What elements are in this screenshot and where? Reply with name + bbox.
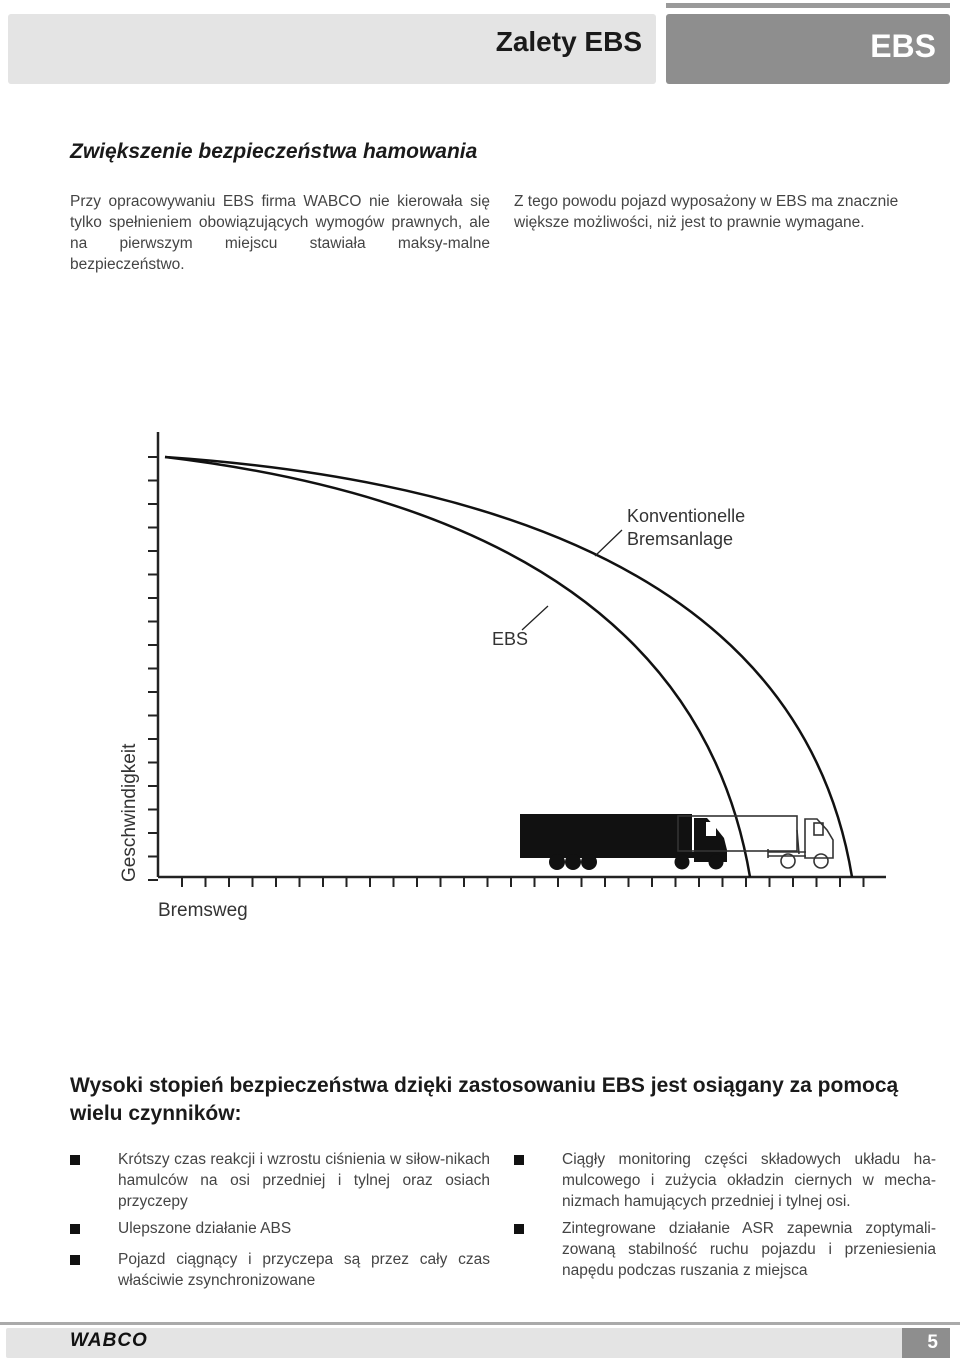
list-item-text: Zintegrowane działanie ASR zapewnia zoptymali-zowaną stabilność ruchu pojazdu i przeniesienia napędu podczas ruszania z miejsca — [562, 1220, 936, 1279]
list-item-text: Ciągły monitoring części składowych układu ha-mulcowego i zużycia okładzin ciernych w mecha-nizmach hamujących przedniej i tylnej osi. — [562, 1151, 936, 1210]
conventional-brake-curve — [165, 457, 852, 877]
conventional-label-leader — [595, 530, 622, 556]
bullet-square-icon — [70, 1224, 80, 1234]
page-number: 5 — [902, 1328, 950, 1358]
x-axis-label: Bremsweg — [158, 900, 248, 921]
conventional-label-line1: Konventionelle — [627, 506, 746, 526]
header-tab-label: EBS — [870, 28, 936, 64]
list-item-text: Krótszy czas reakcji i wzrostu ciśnienia w siłow-nikach hamulców na osi przedniej i tylnej oraz osiach przyczepy — [118, 1151, 490, 1210]
ebs-truck-icon — [520, 814, 727, 870]
intro-paragraph-right: Z tego powodu pojazd wyposażony w EBS ma znacznie większe możliwości, niż jest to prawnie wymagane. — [514, 193, 899, 231]
x-axis-ticks — [182, 877, 864, 887]
list-item-text: Ulepszone działanie ABS — [118, 1220, 292, 1237]
section-heading: Zwiększenie bezpieczeństwa hamowania — [70, 140, 478, 163]
page-title: Zalety EBS — [495, 26, 642, 57]
wabco-logo: WABCO — [70, 1330, 148, 1351]
y-axis-ticks — [148, 457, 158, 880]
bullet-square-icon — [514, 1224, 524, 1234]
ebs-label-leader — [522, 606, 548, 630]
footer-divider — [0, 1322, 960, 1325]
bullet-square-icon — [514, 1155, 524, 1165]
list-item-text: Pojazd ciągnący i przyczepa są przez cały czas właściwie zsynchronizowane — [118, 1251, 490, 1289]
y-axis-label: Geschwindigkeit — [119, 743, 140, 882]
conventional-label-line2: Bremsanlage — [627, 529, 734, 549]
factors-heading: Wysoki stopień bezpieczeństwa dzięki zastosowaniu EBS jest osiągany za pomocą wielu czynników: — [70, 1074, 899, 1125]
bullet-square-icon — [70, 1255, 80, 1265]
intro-paragraph-left: Przy opracowywaniu EBS firma WABCO nie kierowała się tylko spełnieniem obowiązujących wymogów prawnych, ale na pierwszym miejscu stawiała maksy-malne bezpieczeństwo. — [70, 193, 490, 273]
ebs-curve-label: EBS — [492, 629, 529, 649]
bullet-square-icon — [70, 1155, 80, 1165]
